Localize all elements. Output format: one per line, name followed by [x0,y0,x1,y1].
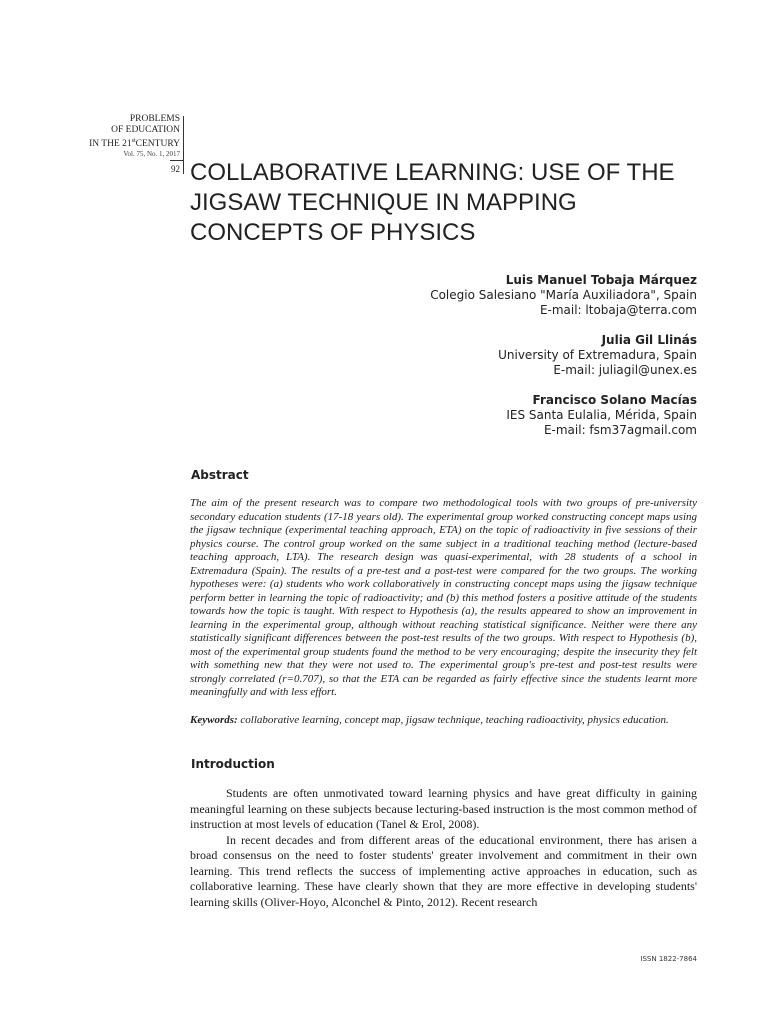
paragraph: In recent decades and from different areas of the educational environment, there has arisen a broad consensus on the need to foster students' greater involvement and commitment in their own learning. This trend reflects the success of implementing active approaches in education, such as collaborative learning. These have clearly shown that they are more effective in developing students' learning skills (Oliver-Hoyo, Alconchel & Pinto, 2012). Recent research [190,832,697,909]
author-entry [277,393,697,438]
page-number: 92 [171,164,180,175]
keywords [190,714,697,728]
journal-header [60,114,180,175]
journal-name-line3: IN THE 21stCENTURY [89,138,180,150]
journal-name-line2: OF EDUCATION [111,125,180,135]
author-entry [277,333,697,378]
keywords-list: collaborative learning, concept map, jigsaw technique, teaching radioactivity, physics education. [237,714,669,726]
keywords-label: Keywords: [190,714,238,726]
introduction-body [190,786,697,910]
header-vertical-rule [183,116,184,174]
abstract-heading: Abstract [191,468,249,482]
paper-title: COLLABORATIVE LEARNING: USE OF THE JIGSAW TECHNIQUE IN MAPPING CONCEPTS OF PHYSICS [190,159,675,246]
introduction-heading: Introduction [191,757,275,771]
author-name: Francisco Solano Macías [532,393,697,407]
abstract-text: The aim of the present research was to compare two methodological tools with two groups of pre-university secondary education students (17-18 years old). The experimental group worked constructing concept maps using the jigsaw technique (experimental teaching approach, ETA) on the topic of radioactivity in five sessions of their physics course. The control group worked on the same subject in a traditional teaching method (lecture-based teaching approach, LTA). The research design was quasi-experimental, with 28 students of a school in Extremadura (Spain). The results of a pre-test and a post-test were compared for the two groups. The working hypotheses were: (a) students who work collaboratively in constructing concept maps using the jigsaw technique perform better in learning the topic of radioactivity; and (b) this method fosters a positive attitude of the students towards how the topic is taught. With respect to Hypothesis (a), the results appeared to show an improvement in learning in the experimental group, although without reaching statistical significance. Neither were there any statistically significant differences between the post-test results of the two groups. With respect to Hypothesis (b), most of the experimental group students found the method to be very encouraging; despite the insecurity they felt with something new that they were not used to. The experimental group's pre-test and post-test results were strongly correlated (r=0.707), so that the ETA can be regarded as fairly effective since the students learnt more meaningfully and with less effort. [190,497,697,698]
author-email: E-mail: fsm37agmail.com [543,423,697,437]
author-block [277,273,697,453]
author-entry [277,273,697,318]
header-horizontal-rule [170,160,183,161]
paragraph: Students are often unmotivated toward learning physics and have great difficulty in gaining meaningful learning on these subjects because lecturing-based instruction is the most common method of instruction at most levels of education (Tanel & Erol, 2008). [190,786,697,831]
journal-name-line1: PROBLEMS [129,114,180,124]
author-email: E-mail: juliagil@unex.es [553,363,697,377]
author-affiliation: IES Santa Eulalia, Mérida, Spain [506,408,697,422]
journal-volume: Vol. 75, No. 1, 2017 [123,150,180,159]
author-affiliation: Colegio Salesiano "María Auxiliadora", Spain [430,288,697,302]
author-affiliation: University of Extremadura, Spain [498,348,697,362]
issn: ISSN 1822-7864 [640,955,697,963]
author-email: E-mail: ltobaja@terra.com [539,303,697,317]
author-name: Julia Gil Llinás [601,333,697,347]
author-name: Luis Manuel Tobaja Márquez [505,273,697,287]
